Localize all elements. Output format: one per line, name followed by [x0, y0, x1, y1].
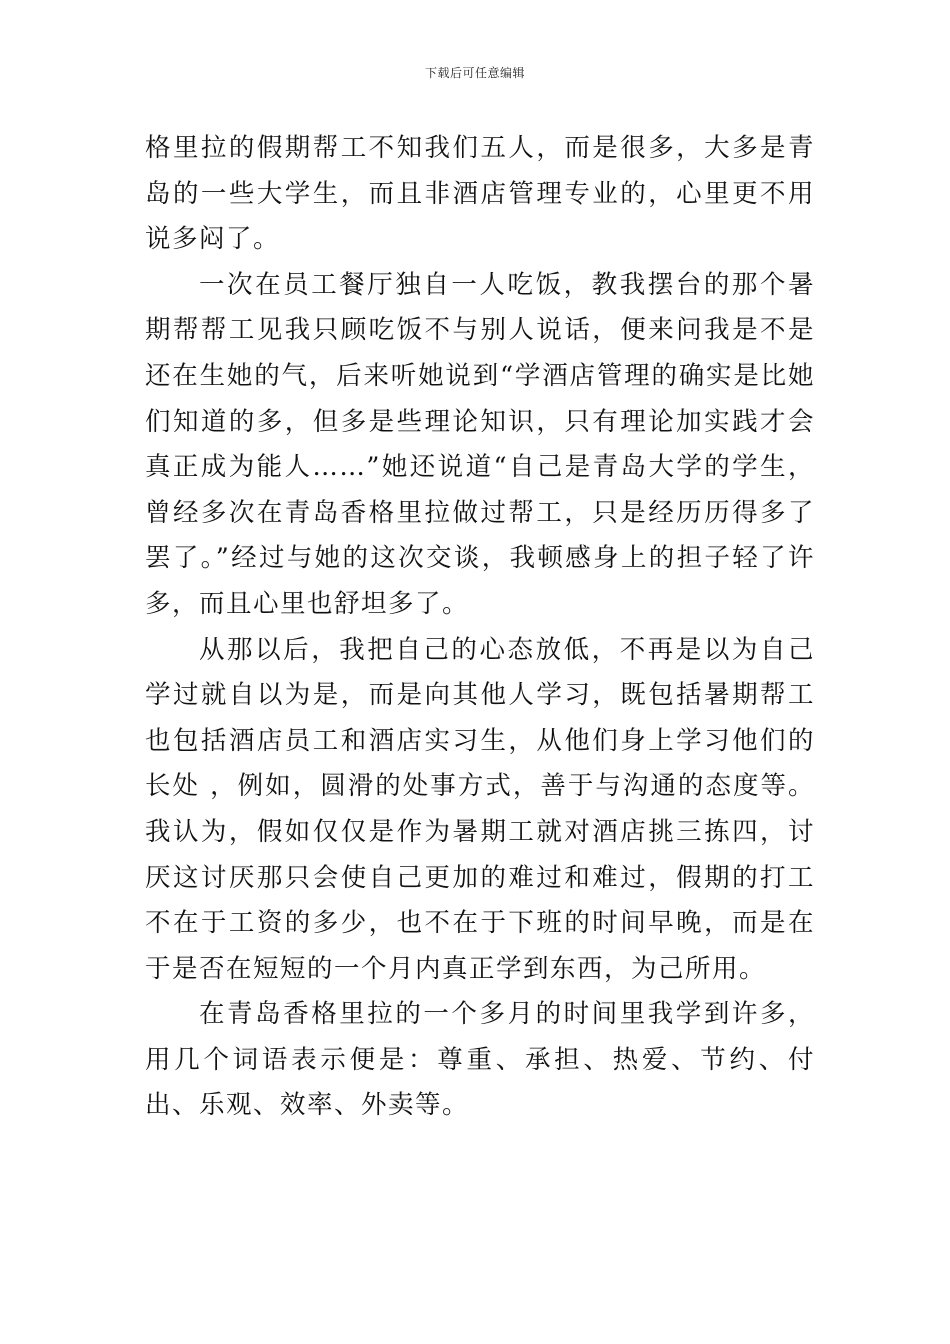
document-body: [145, 126, 815, 1129]
paragraph-3: 从那以后，我把自己的心态放低，不再是以为自己学过就自以为是，而是向其他人学习，既包括暑期帮工也包括酒店员工和酒店实习生，从他们身上学习他们的长处 ，例如，圆滑的处事方式，善于与沟通的态度等。我认为，假如仅仅是作为暑期工就对酒店挑三拣四，讨厌这讨厌那只会使自己更加的难过和难过，假期的打工不在于工资的多少，也不在于下班的时间早晚，而是在于是否在短短的一个月内真正学到东西，为己所用。: [145, 634, 815, 984]
paragraph-4: 在青岛香格里拉的一个多月的时间里我学到许多，用几个词语表示便是：尊重、承担、热爱、节约、付出、乐观、效率、外卖等。: [145, 999, 815, 1121]
paragraph-1: 格里拉的假期帮工不知我们五人，而是很多，大多是青岛的一些大学生，而且非酒店管理专业的，心里更不用说多闷了。: [145, 133, 815, 255]
page-header: 下载后可任意编辑: [424, 66, 525, 80]
paragraph-2: 一次在员工餐厅独自一人吃饭，教我摆台的那个暑期帮帮工见我只顾吃饭不与别人说话，便来问我是不是还在生她的气，后来听她说到“学酒店管理的确实是比她们知道的多，但多是些理论知识，只有理论加实践才会真正成为能人……”她还说道“自己是青岛大学的学生，曾经多次在青岛香格里拉做过帮工，只是经历历得多了罢了。”经过与她的这次交谈，我顿感身上的担子轻了许多，而且心里也舒坦多了。: [145, 269, 815, 619]
